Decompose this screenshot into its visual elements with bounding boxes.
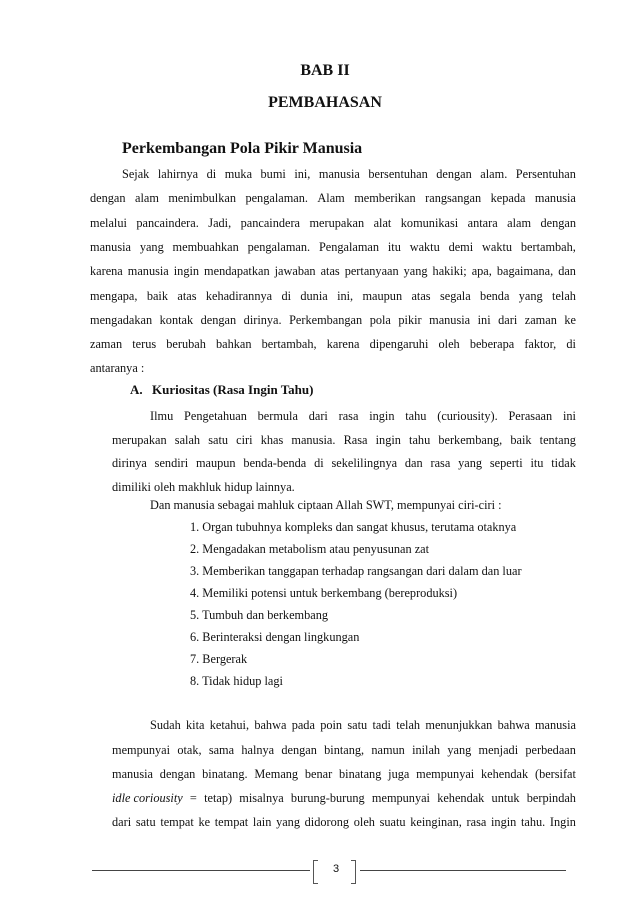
paragraph-line: mempunyai otak, sama halnya dengan bintang, namun inilah yang menjadi perbedaan	[112, 743, 576, 757]
paragraph-line: antaranya :	[90, 361, 145, 376]
page-number: 3	[332, 863, 340, 875]
list-item: 1. Organ tubuhnya kompleks dan sangat khusus, terutama otaknya	[190, 520, 517, 534]
page-number-bracket-right	[351, 860, 356, 884]
footer-rule-left	[92, 870, 310, 871]
subsection-label: A.	[130, 382, 143, 397]
list-item: 2. Mengadakan metabolism atau penyusunan zat	[190, 542, 430, 556]
chapter-label: BAB II	[300, 62, 350, 79]
paragraph-line: merupakan salah satu ciri khas manusia. Rasa ingin tahu berkembang, baik tentang	[112, 432, 576, 447]
paragraph-line: idle coriousity = tetap) misalnya burung-burung mempunyai kehendak untuk berpindah	[112, 791, 576, 805]
paragraph-line: Ilmu Pengetahuan bermula dari rasa ingin tahu (curiousity). Perasaan ini	[150, 409, 576, 423]
list-item: 8. Tidak hidup lagi	[190, 674, 283, 688]
chapter-title: PEMBAHASAN	[268, 94, 382, 111]
paragraph-line: dari satu tempat ke tempat lain yang didorong oleh suatu keinginan, rasa ingin tahu. Ingin	[112, 815, 576, 829]
paragraph-line: dirinya sendiri maupun benda-benda di sekelilingnya dan rasa yang seperti itu tidak	[112, 456, 576, 470]
list-item: 4. Memiliki potensi untuk berkembang (bereproduksi)	[190, 586, 458, 600]
subsection-title: Kuriositas (Rasa Ingin Tahu)	[152, 382, 314, 397]
page-number-bracket-left	[313, 860, 318, 884]
footer-rule-right	[360, 870, 566, 871]
list-item: 7. Bergerak	[190, 652, 248, 666]
traits-intro: Dan manusia sebagai mahluk ciptaan Allah SWT, mempunyai ciri-ciri :	[150, 498, 502, 512]
paragraph-line: manusia yang membuahkan pengalaman. Pengalaman itu waktu demi waktu bertambah,	[90, 239, 576, 254]
paragraph-line: manusia dengan binatang. Memang benar binatang juga mempunyai kehendak (bersifat	[112, 767, 576, 781]
italic-term: idle coriousity	[112, 791, 183, 805]
paragraph-line: mengapa, baik atas kehadirannya di dunia ini, maupun atas segala benda yang telah	[90, 288, 576, 303]
paragraph-line: karena manusia ingin mendapatkan jawaban atas pertanyaan yang hakiki; apa, bagaimana, dan	[90, 264, 576, 279]
list-item: 5. Tumbuh dan berkembang	[190, 608, 328, 622]
paragraph-line: melalui pancaindera. Jadi, pancaindera merupakan alat komunikasi antara alam dengan	[90, 215, 576, 230]
paragraph-line: dengan alam menimbulkan pengalaman. Alam memberikan rangsangan kepada manusia	[90, 191, 576, 206]
paragraph-line: Sudah kita ketahui, bahwa pada poin satu tadi telah menunjukkan bahwa manusia	[150, 718, 576, 732]
paragraph-line: zaman terus berubah bahkan bertambah, karena dipengaruhi oleh beberapa faktor, di	[90, 337, 576, 352]
list-item: 3. Memberikan tanggapan terhadap rangsangan dari dalam dan luar	[190, 564, 522, 578]
paragraph-line: Sejak lahirnya di muka bumi ini, manusia bersentuhan dengan alam. Persentuhan	[122, 167, 576, 181]
list-item: 6. Berinteraksi dengan lingkungan	[190, 630, 360, 644]
paragraph-line: dimiliki oleh makhluk hidup lainnya.	[112, 479, 295, 494]
paragraph-line: mengadakan kontak dengan dirinya. Perkembangan pola pikir manusia ini dari zaman ke	[90, 312, 576, 327]
section-title: Perkembangan Pola Pikir Manusia	[122, 140, 363, 157]
